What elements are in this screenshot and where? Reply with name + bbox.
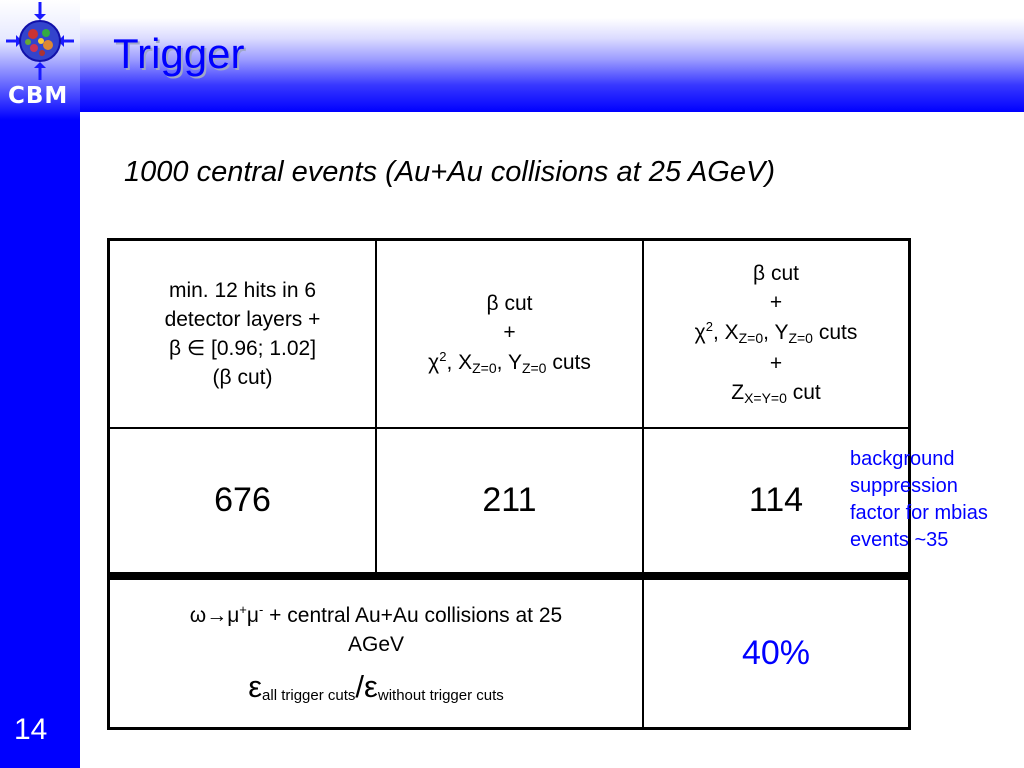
epsilon-2: ε <box>364 668 378 704</box>
header-col3-chi-line: $\chi^2$, $X_{Z=0}$, $Y_{Z=0}$ cuts <box>694 319 858 347</box>
header-col2-line1: β cut <box>486 291 533 315</box>
y-subscript: Z=0 <box>788 330 813 347</box>
z-cut-label: cut <box>792 381 821 405</box>
note-line2: suppression <box>850 475 958 497</box>
signal-description-cell <box>110 580 642 727</box>
page-number: 14 <box>14 713 48 746</box>
header-col1-line1: min. 12 hits in 6 <box>168 278 317 302</box>
signal-line2: AGeV <box>347 633 405 657</box>
note-line3: factor for mbias <box>850 502 988 524</box>
value-col3: 114 <box>748 481 804 520</box>
epsilon-1: ε <box>248 668 263 704</box>
note-line4: events ~35 <box>850 529 949 551</box>
header-col1-line4: (β cut) <box>212 366 273 390</box>
chi-symbol: χ <box>694 321 706 345</box>
x-subscript: Z=0 <box>738 330 764 347</box>
trigger-table <box>107 238 911 730</box>
z-subscript: X=Y=0 <box>744 390 787 407</box>
mu-plus-superscript: + <box>239 602 247 618</box>
header-col3-line1: β cut <box>753 261 799 285</box>
value-col1: 676 <box>214 481 271 520</box>
y-symbol: Y <box>774 321 789 345</box>
fraction-slash: / <box>355 668 365 704</box>
mu-minus-superscript: - <box>259 602 264 618</box>
table-border-bottom <box>107 727 911 730</box>
x-subscript: Z=0 <box>472 360 497 377</box>
epsilon-2-subscript: without trigger cuts <box>377 686 504 704</box>
background-suppression-note <box>850 446 1020 554</box>
chi-superscript: 2 <box>439 349 447 365</box>
cuts-label: cuts <box>818 321 858 345</box>
cbm-logo <box>0 0 80 112</box>
left-sidebar-band <box>0 0 80 768</box>
header-col2-plus: + <box>503 321 516 345</box>
header-cell-min-hits <box>110 241 375 427</box>
z-symbol: Z <box>731 381 745 405</box>
header-cell-beta-chi-z <box>644 241 908 427</box>
mu-symbol: μ <box>246 604 259 628</box>
header-col3-z-line <box>731 380 821 407</box>
slide-title: Trigger <box>113 30 245 77</box>
cuts-label: cuts <box>552 351 591 375</box>
value-cell-676 <box>110 429 375 572</box>
omega-decay: ω→μ <box>189 604 240 628</box>
header-col2-chi-line: $\chi^2$, $X_{Z=0}$, $Y_{Z=0}$ cuts <box>428 349 591 377</box>
chi-symbol: χ <box>428 351 440 375</box>
header-col3-plus-2: + <box>769 352 783 376</box>
header-cell-beta-chi <box>377 241 642 427</box>
x-symbol: X <box>458 351 473 375</box>
logo-text: CBM <box>8 83 69 109</box>
efficiency-value: 40% <box>741 634 811 673</box>
value-cell-211 <box>377 429 642 572</box>
y-subscript: Z=0 <box>521 360 547 377</box>
efficiency-cell <box>644 580 908 727</box>
value-col2: 211 <box>482 481 537 520</box>
table-divider-thick <box>107 572 911 580</box>
header-col3-plus: + <box>769 291 783 315</box>
chi-superscript: 2 <box>705 319 713 335</box>
header-col1-line2: detector layers + <box>164 307 321 331</box>
slide-subtitle: 1000 central events (Au+Au collisions at 25 AGeV) <box>124 156 775 188</box>
signal-line1 <box>190 602 562 628</box>
y-symbol: Y <box>507 351 522 375</box>
epsilon-1-subscript: all trigger cuts <box>262 686 356 704</box>
header-col1-line3: β ∈ [0.96; 1.02] <box>168 337 317 360</box>
signal-line1-rest: + central Au+Au collisions at 25 <box>263 604 563 628</box>
x-symbol: X <box>724 321 739 345</box>
efficiency-formula <box>248 668 504 705</box>
detector-logo-icon <box>0 0 80 90</box>
note-line1: background <box>850 448 955 470</box>
